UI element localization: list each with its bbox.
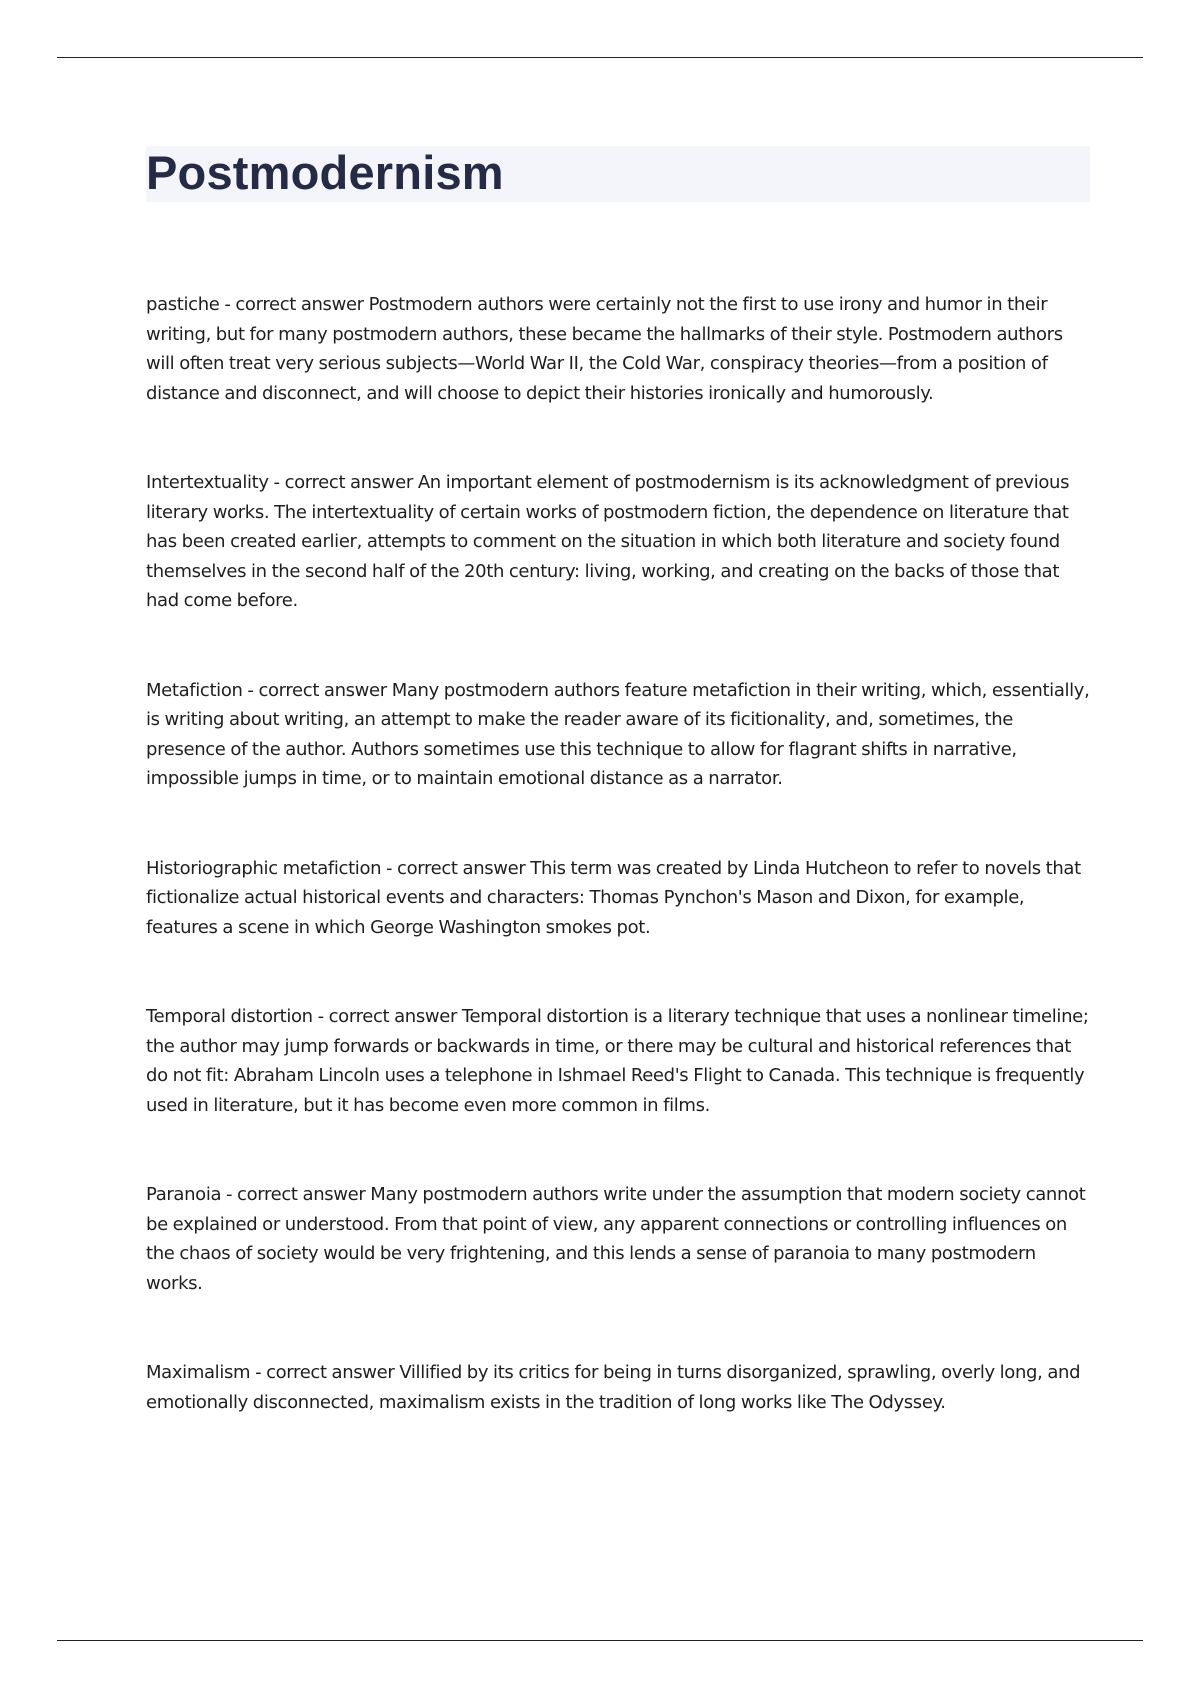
entry-temporal-distortion — [146, 1002, 1090, 1120]
entry-separator: - correct answer — [221, 1184, 371, 1205]
entry-term: Historiographic metafiction — [146, 857, 382, 879]
entry-term: Maximalism — [146, 1362, 251, 1383]
page-title: Postmodernism — [146, 146, 504, 199]
entry-separator: - correct answer — [268, 472, 418, 493]
entry-definition: This term was created by Linda Hutcheon to refer to novels that fictionalize actual historical events and characters: Thomas Pynchon's Mason and Dixon, for example, features a scene in which George Washington smokes pot. — [146, 857, 1081, 938]
entry-intertextuality — [146, 468, 1090, 616]
entry-paranoia — [146, 1180, 1090, 1298]
entry-separator: - correct answer — [242, 679, 392, 701]
entry-metafiction — [146, 676, 1090, 794]
entry-separator: - correct answer — [219, 294, 369, 315]
entry-separator: - correct answer — [381, 857, 531, 879]
entry-maximalism — [146, 1358, 1090, 1417]
entry-list — [146, 290, 1090, 1477]
entry-separator: - correct answer — [312, 1006, 462, 1027]
bottom-rule — [57, 1640, 1143, 1641]
entry-term: Intertextuality — [146, 472, 269, 493]
entry-definition: Villified by its critics for being in turns disorganized, sprawling, overly long, and emotionally disconnected, maximalism exists in the tradition of long works like The Odyssey. — [146, 1362, 1081, 1413]
top-rule — [57, 57, 1143, 58]
entry-term: pastiche — [146, 294, 220, 315]
entry-historiographic-metafiction — [146, 854, 1090, 943]
entry-term: Paranoia — [146, 1184, 222, 1205]
entry-definition: Temporal distortion is a literary technique that uses a nonlinear timeline; the author may jump forwards or backwards in time, or there may be cultural and historical references that do not fit: Abraham Lincoln uses a telephone in Ishmael Reed's Flight to Canada. This technique is frequently used in literature, but it has become even more common in films. — [146, 1006, 1089, 1116]
entry-separator: - correct answer — [250, 1362, 400, 1383]
entry-definition: Many postmodern authors feature metafiction in their writing, which, essentially, is writing about writing, an attempt to make the reader aware of its ficitionality, and, sometimes, the presence of the author. Authors sometimes use this technique to allow for flagrant shifts in narrative, impossible jumps in time, or to maintain emotional distance as a narrator. — [146, 679, 1090, 789]
entry-pastiche — [146, 290, 1090, 408]
entry-definition: Many postmodern authors write under the assumption that modern society cannot be explained or understood. From that point of view, any apparent connections or controlling influences on the chaos of society would be very frightening, and this lends a sense of paranoia to many postmodern works. — [146, 1184, 1086, 1294]
entry-definition: An important element of postmodernism is its acknowledgment of previous literary works. The intertextuality of certain works of postmodern fiction, the dependence on literature that has been created earlier, attempts to comment on the situation in which both literature and society found themselves in the second half of the 20th century: living, working, and creating on the backs of those that had come before. — [146, 472, 1070, 611]
entry-definition: Postmodern authors were certainly not the first to use irony and humor in their writing, but for many postmodern authors, these became the hallmarks of their style. Postmodern authors will often treat very serious subjects—World War II, the Cold War, conspiracy theories—from a position of distance and disconnect, and will choose to depict their histories ironically and humorously. — [146, 294, 1063, 404]
entry-term: Metafiction — [146, 679, 243, 701]
entry-term: Temporal distortion — [146, 1006, 313, 1027]
